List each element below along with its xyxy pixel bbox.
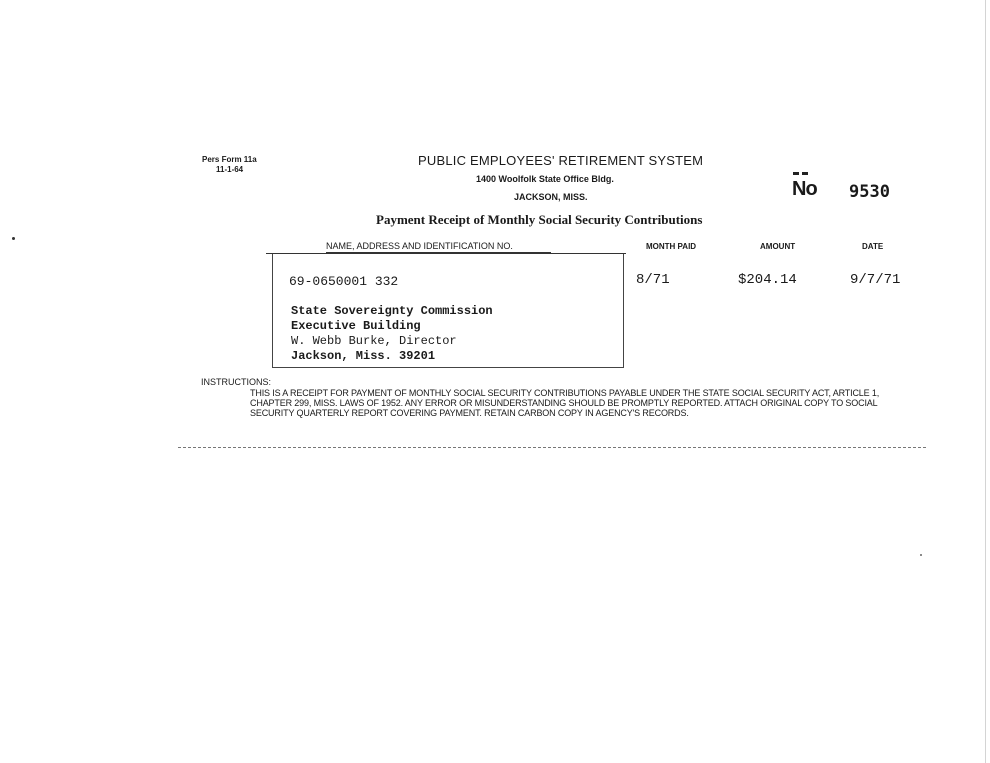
scan-speck — [920, 554, 922, 556]
amount-value: $204.14 — [738, 272, 797, 288]
organization-address-line1: 1400 Woolfolk State Office Bldg. — [476, 174, 614, 184]
address-line-4: Jackson, Miss. 39201 — [291, 349, 436, 363]
form-revision-date: 11-1-64 — [216, 165, 244, 174]
column-header-amount: AMOUNT — [760, 242, 796, 251]
month-paid-value: 8/71 — [636, 272, 670, 288]
receipt-number-value: 9530 — [849, 182, 890, 202]
form-identifier — [202, 155, 257, 175]
number-marks-icon — [793, 172, 809, 176]
identification-number: 69-0650001 332 — [289, 274, 399, 289]
scan-speck — [12, 237, 15, 240]
scan-edge — [985, 0, 986, 763]
instructions-label: INSTRUCTIONS: — [201, 377, 272, 387]
receipt-number-label: No — [792, 178, 817, 200]
column-header-month-paid: MONTH PAID — [646, 242, 697, 251]
address-line-3: W. Webb Burke, Director — [291, 334, 457, 348]
date-value: 9/7/71 — [850, 272, 901, 288]
receipt-title: Payment Receipt of Monthly Social Security Contributions — [376, 212, 703, 227]
organization-name: PUBLIC EMPLOYEES' RETIREMENT SYSTEM — [418, 153, 704, 168]
organization-address-line2: JACKSON, MISS. — [514, 192, 588, 202]
column-header-name: NAME, ADDRESS AND IDENTIFICATION NO. — [326, 241, 513, 251]
address-line-2: Executive Building — [291, 319, 421, 333]
form-number: Pers Form 11a — [202, 155, 257, 164]
column-header-date: DATE — [862, 242, 884, 251]
perforation-line — [178, 447, 926, 448]
address-line-1: State Sovereignty Commission — [291, 304, 493, 318]
instructions-text: THIS IS A RECEIPT FOR PAYMENT OF MONTHLY SOCIAL SECURITY CONTRIBUTIONS PAYABLE UNDER THE STATE SOCIAL SECURITY ACT, ARTICLE 1, CHAPTER 299, MISS. LAWS OF 1952. ANY ERROR OR MISUNDERSTANDING SHOULD BE PROMPTLY REPORTED. ATTACH ORIGINAL COPY TO SOCIAL SECURITY QUARTERLY REPORT COVERING PAYMENT. RETAIN CARBON COPY IN AGENCY'S RECORDS. — [250, 388, 880, 418]
